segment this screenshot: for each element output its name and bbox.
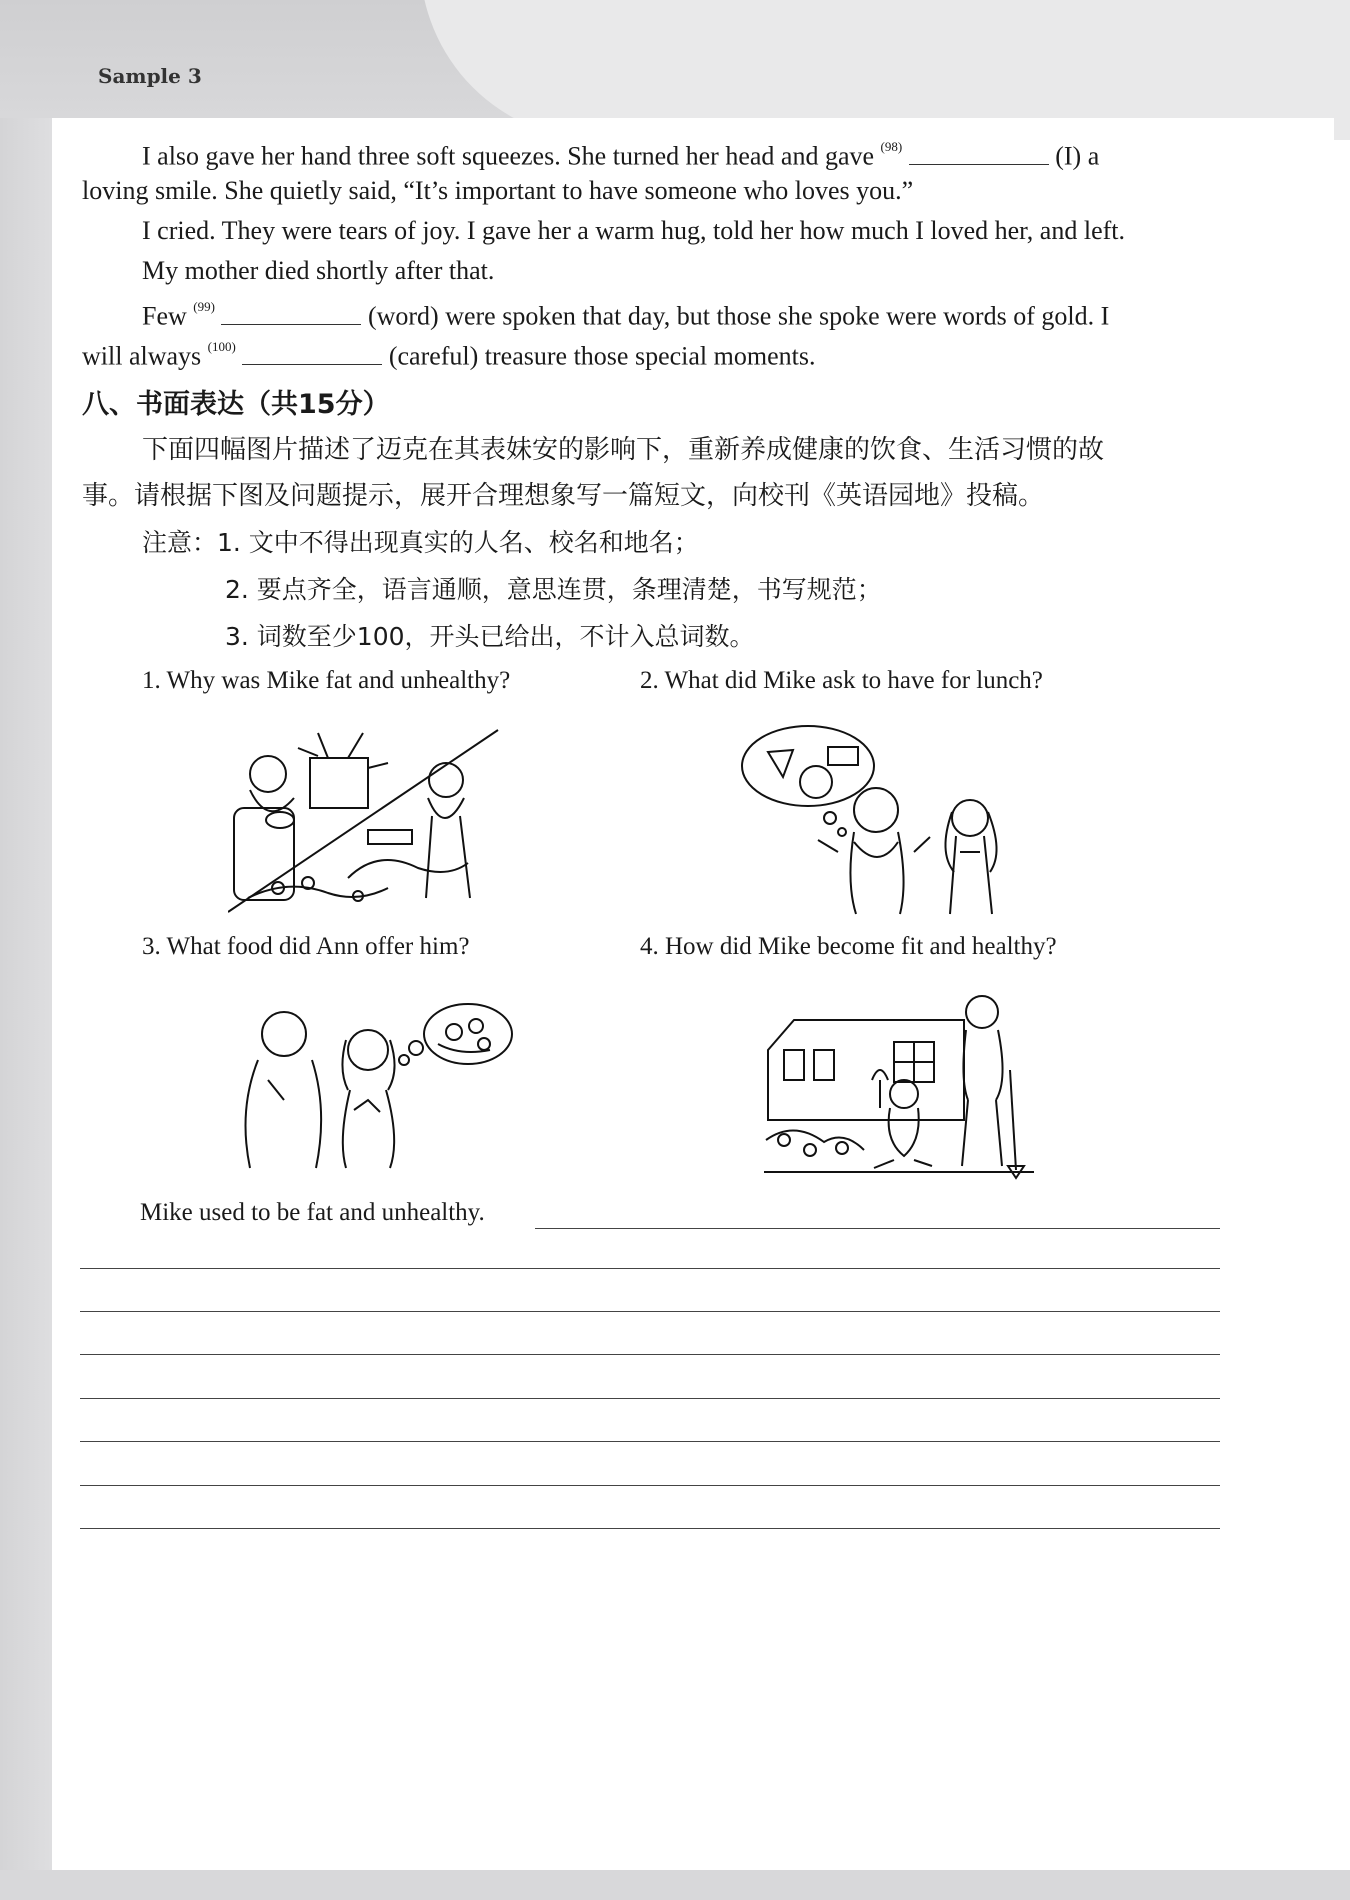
writing-line-2[interactable] bbox=[80, 1311, 1220, 1312]
question-2: 2. What did Mike ask to have for lunch? bbox=[640, 667, 1043, 694]
instruction-line-2: 事。请根据下图及问题提示，展开合理想象写一篇短文，向校刊《英语园地》投稿。 bbox=[82, 481, 1045, 511]
blank-number-98: (98) bbox=[880, 139, 903, 154]
writing-line-3[interactable] bbox=[80, 1354, 1220, 1355]
passage-line-4: My mother died shortly after that. bbox=[142, 256, 495, 285]
question-3: 3. What food did Ann offer him? bbox=[142, 933, 470, 960]
passage-line-5: Few $^{(99)}$ (word) were spoken that day, but those she spoke were words of gold. I bbox=[142, 291, 1109, 337]
answer-blank-99[interactable] bbox=[221, 296, 361, 325]
writing-line-4[interactable] bbox=[80, 1398, 1220, 1399]
question-1: 1. Why was Mike fat and unhealthy? bbox=[142, 667, 511, 694]
answer-blank-100[interactable] bbox=[242, 336, 382, 365]
starter-sentence: Mike used to be fat and unhealthy. bbox=[140, 1199, 485, 1226]
question-4: 4. How did Mike become fit and healthy? bbox=[640, 933, 1057, 960]
note-line-3: 3. 词数至少100，开头已给出，不计入总词数。 bbox=[225, 622, 755, 651]
sample-label: Sample 3 bbox=[98, 64, 202, 88]
blank-number-100: (100) bbox=[207, 339, 236, 354]
note-line-2: 2. 要点齐全，语言通顺，意思连贯，条理清楚，书写规范； bbox=[225, 575, 882, 604]
passage-line-3: I cried. They were tears of joy. I gave her a warm hug, told her how much I loved her, and left. bbox=[142, 216, 1125, 245]
junk-food-thought-illustration bbox=[738, 722, 1030, 916]
writing-line-5[interactable] bbox=[80, 1441, 1220, 1442]
page-content-area bbox=[52, 118, 1334, 1870]
writing-line-0[interactable] bbox=[535, 1228, 1220, 1229]
tv-snacks-and-gardening-illustration bbox=[228, 728, 500, 916]
answer-blank-98[interactable] bbox=[909, 136, 1049, 165]
passage-line-2: loving smile. She quietly said, “It’s important to have someone who loves you.” bbox=[82, 176, 914, 205]
healthy-food-thought-illustration bbox=[228, 1000, 518, 1170]
passage-line-6: will always $^{(100)}$ (careful) treasure those special moments. bbox=[82, 331, 815, 377]
bottom-margin-band bbox=[0, 1870, 1350, 1900]
passage-line-1: I also gave her hand three soft squeezes. She turned her head and gave $^{(98)}$ (I) a bbox=[142, 131, 1099, 177]
blank-number-99: (99) bbox=[193, 299, 215, 314]
left-margin-band bbox=[0, 118, 52, 1900]
section-title: 八、书面表达（共15分） bbox=[82, 389, 390, 420]
writing-line-7[interactable] bbox=[80, 1528, 1220, 1529]
writing-line-1[interactable] bbox=[80, 1268, 1220, 1269]
instruction-line-1: 下面四幅图片描述了迈克在其表妹安的影响下，重新养成健康的饮食、生活习惯的故 bbox=[142, 435, 1105, 465]
note-line-1: 注意：1. 文中不得出现真实的人名、校名和地名； bbox=[142, 528, 699, 557]
writing-line-6[interactable] bbox=[80, 1485, 1220, 1486]
gardening-together-illustration bbox=[764, 990, 1034, 1180]
